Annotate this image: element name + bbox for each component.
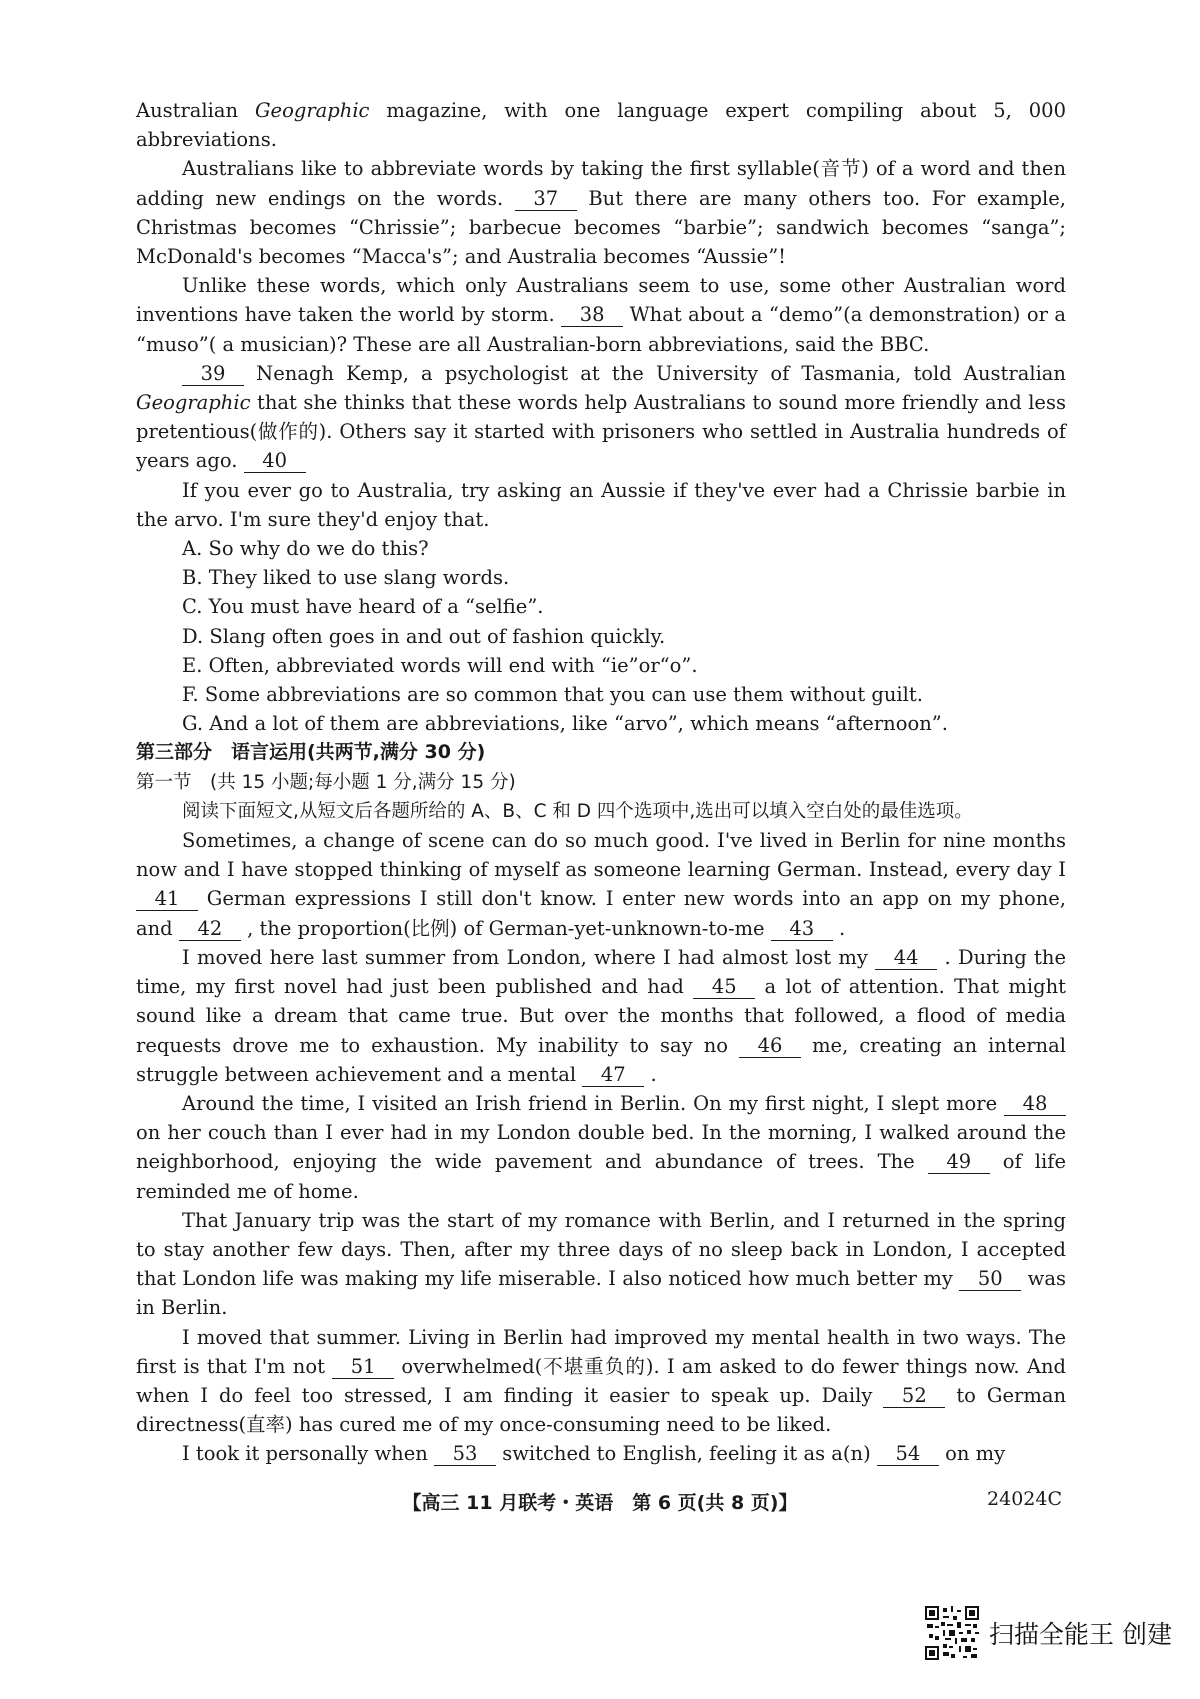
instruction: 阅读下面短文,从短文后各题所给的 A、B、C 和 D 四个选项中,选出可以填入空白处的最佳选项。 bbox=[182, 800, 973, 822]
scanner-watermark bbox=[925, 1605, 1172, 1661]
text: on her couch than I ever had in my London double bed. In the morning, I walked around the neighborhood, enjoying the wide pavement and abundance of trees. The bbox=[136, 1121, 1066, 1174]
subsection-heading: 第一节 (共 15 小题;每小题 1 分,满分 15 分) bbox=[136, 771, 516, 793]
text: . bbox=[832, 916, 846, 940]
text: What about a “demo”(a demonstration) or a “muso”( a musician)? These are all Australian-born abbreviations, said the BBC. bbox=[136, 303, 1066, 356]
text: That January trip was the start of my romance with Berlin, and I returned in the spring to stay another few days. Then, after my three days of no sleep back in London, I accepted that London life was making my life miserable. I also noticed how much better my bbox=[136, 1208, 1066, 1291]
text: Around the time, I visited an Irish friend in Berlin. On my first night, I slept more bbox=[182, 1091, 1004, 1115]
passage-a-paragraph-1 bbox=[136, 154, 1066, 271]
scanner-text: 扫描全能王 创建 bbox=[989, 1620, 1172, 1649]
passage-b-paragraph-6 bbox=[136, 1439, 1066, 1468]
blank-49: 49 bbox=[928, 1151, 990, 1174]
text: a lot of attention. That might sound like a dream that came true. But over the months that followed, a flood of media requests drove me to exhaustion. My inability to say no bbox=[136, 975, 1067, 1057]
text: I moved here last summer from London, where I had almost lost my bbox=[182, 945, 876, 969]
text: to German directness(直率) has cured me of my once-consuming need to be liked. bbox=[136, 1383, 1066, 1437]
passage-a-paragraph-3 bbox=[136, 359, 1066, 476]
blank-47: 47 bbox=[582, 1064, 644, 1087]
text: . bbox=[644, 1062, 657, 1086]
blank-42: 42 bbox=[179, 918, 241, 941]
text: Australian bbox=[136, 99, 255, 122]
text: Sometimes, a change of scene can do so much good. I've lived in Berlin for nine months now and I have stopped thinking of myself as someone learning German. Instead, every day I bbox=[136, 829, 1066, 882]
blank-53: 53 bbox=[434, 1443, 496, 1466]
blank-44: 44 bbox=[875, 947, 937, 970]
text: , the proportion(比例) of German-yet-unknown-to-me bbox=[240, 916, 771, 940]
magazine-title: Geographic bbox=[254, 99, 370, 122]
text: switched to English, feeling it as a(n) bbox=[496, 1442, 877, 1466]
blank-52: 52 bbox=[883, 1385, 945, 1408]
option-e: E. Often, abbreviated words will end with “ie”or“o”. bbox=[182, 653, 698, 677]
text: German expressions I still don't know. I enter new words into an app on my phone, and bbox=[136, 887, 1066, 940]
page-footer bbox=[0, 1488, 1200, 1518]
blank-43: 43 bbox=[771, 918, 833, 941]
option-a: A. So why do we do this? bbox=[182, 537, 429, 561]
passage-b-paragraph-3 bbox=[136, 1089, 1066, 1206]
blank-51: 51 bbox=[332, 1356, 394, 1379]
text: . During the time, my first novel had just been published and had bbox=[136, 945, 1066, 999]
blank-39: 39 bbox=[182, 363, 244, 386]
passage-b-paragraph-2 bbox=[136, 943, 1066, 1089]
blank-50: 50 bbox=[959, 1268, 1021, 1291]
text: of life reminded me of home. bbox=[136, 1150, 1067, 1203]
option-g: G. And a lot of them are abbreviations, like “arvo”, which means “afternoon”. bbox=[182, 712, 948, 736]
text: me, creating an internal struggle between achievement and a mental bbox=[136, 1033, 1066, 1086]
blank-40: 40 bbox=[244, 450, 306, 473]
text: I took it personally when bbox=[182, 1442, 435, 1466]
passage-a-paragraph-0 bbox=[136, 96, 1066, 154]
text: magazine, with one language expert compiling about 5, 000 abbreviations. bbox=[136, 99, 1066, 152]
blank-48: 48 bbox=[1004, 1093, 1066, 1116]
footer-code: 24024C bbox=[987, 1488, 1062, 1510]
text: Nenagh Kemp, a psychologist at the University of Tasmania, told Australian bbox=[244, 361, 1066, 385]
blank-38: 38 bbox=[561, 304, 623, 327]
blank-45: 45 bbox=[693, 976, 755, 999]
blank-46: 46 bbox=[739, 1035, 801, 1058]
text: on my bbox=[938, 1442, 1006, 1466]
passage-a-paragraph-4: If you ever go to Australia, try asking an Aussie if they've ever had a Chrissie barbie in the arvo. I'm sure they'd enjoy that. bbox=[136, 478, 1066, 531]
blank-37: 37 bbox=[515, 188, 577, 211]
magazine-title: Geographic bbox=[136, 391, 251, 415]
text: But there are many others too. For example, Christmas becomes “Chrissie”; barbecue becomes “barbie”; sandwich becomes “sanga”; McDonald's becomes “Macca's”; and Australia becomes “Aussie”! bbox=[136, 186, 1066, 269]
option-b: B. They liked to use slang words. bbox=[182, 566, 510, 590]
passage-b-paragraph-5 bbox=[136, 1323, 1066, 1440]
option-c: C. You must have heard of a “selfie”. bbox=[182, 595, 544, 619]
option-f: F. Some abbreviations are so common that you can use them without guilt. bbox=[182, 683, 923, 707]
text: Unlike these words, which only Australians seem to use, some other Australian word inventions have taken the world by storm. bbox=[136, 274, 1066, 327]
text: overwhelmed(不堪重负的). I am asked to do fewer things now. And when I do feel too stressed, I am finding it easier to speak up. Daily bbox=[136, 1354, 1066, 1407]
text: that she thinks that these words help Australians to sound more friendly and less pretentious(做作的). Others say it started with prisoners who settled in Australia hundreds of years ago. bbox=[136, 391, 1066, 473]
exam-page bbox=[136, 96, 1066, 1469]
blank-54: 54 bbox=[877, 1443, 939, 1466]
blank-41: 41 bbox=[136, 888, 198, 911]
footer-label: 【高三 11 月联考・英语 第 6 页(共 8 页)】 bbox=[402, 1492, 798, 1514]
option-d: D. Slang often goes in and out of fashion quickly. bbox=[182, 624, 666, 648]
passage-b-paragraph-4 bbox=[136, 1206, 1066, 1323]
passage-b-paragraph-1 bbox=[136, 826, 1066, 943]
passage-a-paragraph-2 bbox=[136, 271, 1066, 359]
text: I moved that summer. Living in Berlin had improved my mental health in two ways. The first is that I'm not bbox=[136, 1325, 1066, 1378]
text: was in Berlin. bbox=[136, 1267, 1066, 1320]
qr-code-icon bbox=[925, 1606, 979, 1660]
text: Australians like to abbreviate words by taking the first syllable(音节) of a word and then adding new endings on the words. bbox=[136, 157, 1066, 210]
section-heading: 第三部分 语言运用(共两节,满分 30 分) bbox=[136, 741, 486, 764]
